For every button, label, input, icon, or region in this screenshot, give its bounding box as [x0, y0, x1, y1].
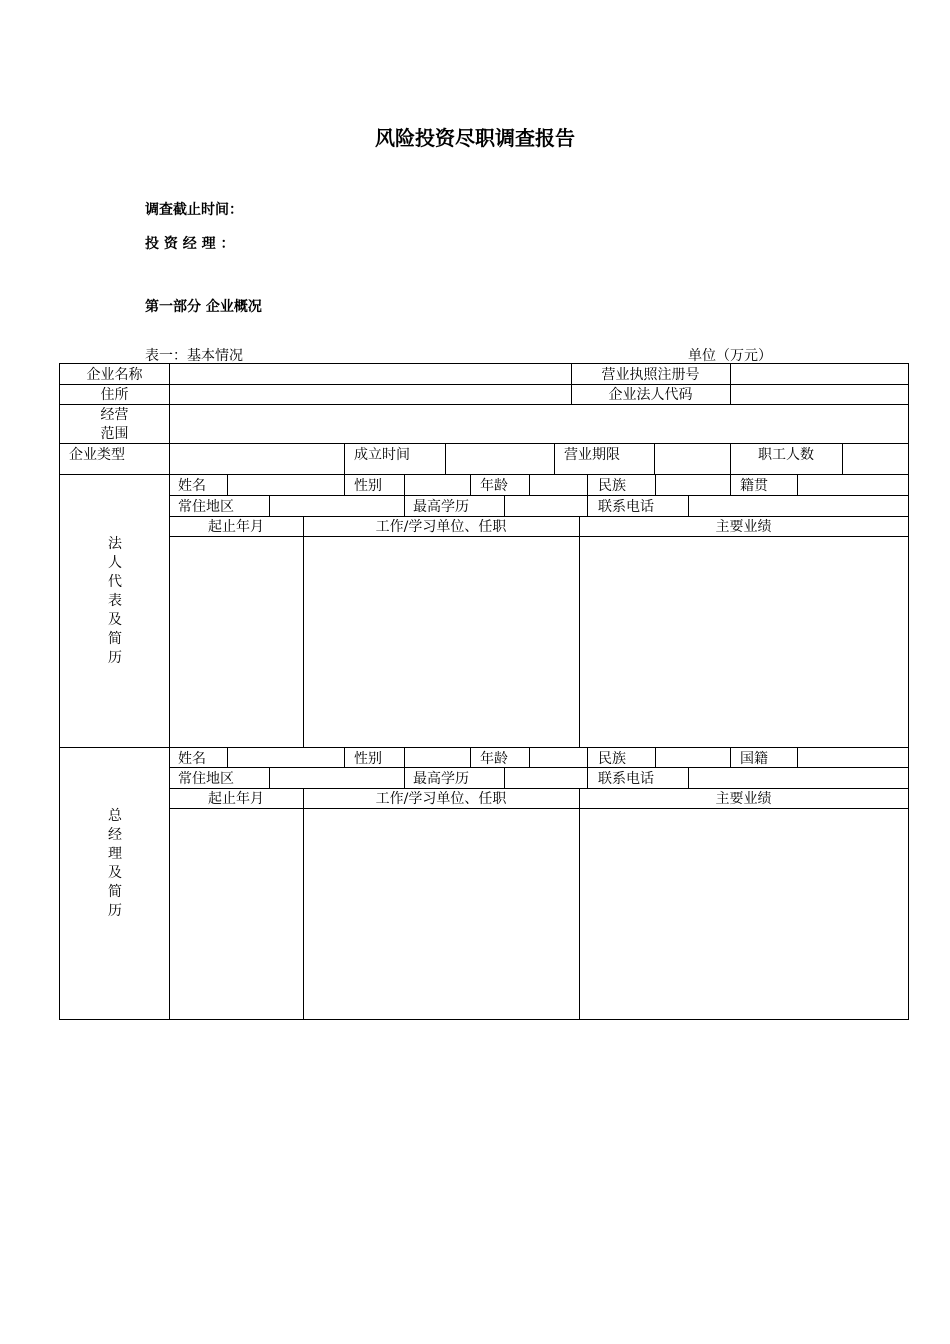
lr-label-work: 工作/学习单位、任职	[375, 519, 507, 535]
manager-label: 投 资 经 理 ：	[145, 236, 235, 252]
deadline-label: 调查截止时间：	[145, 202, 243, 218]
gm-label-ethnicity: 民族	[598, 751, 626, 767]
lr-label-name: 姓名	[178, 478, 206, 494]
lr-label-phone: 联系电话	[598, 499, 654, 515]
gm-label-period: 起止年月	[208, 791, 264, 807]
lr-label-residence: 常住地区	[178, 499, 234, 515]
unit-label: 单位（万元）	[688, 348, 772, 364]
gm-section-label: 总经理及简历	[108, 808, 122, 919]
gm-label-education: 最高学历	[413, 771, 469, 787]
lr-label-gender: 性别	[354, 478, 382, 494]
gm-label-residence: 常住地区	[178, 771, 234, 787]
lr-label-age: 年龄	[480, 478, 508, 494]
lr-label-education: 最高学历	[413, 499, 469, 515]
gm-label-age: 年龄	[480, 751, 508, 767]
page-title: 风险投资尽职调查报告	[375, 126, 575, 150]
label-company-type: 企业类型	[69, 447, 125, 463]
gm-label-gender: 性别	[354, 751, 382, 767]
gm-label-name: 姓名	[178, 751, 206, 767]
label-company-name: 企业名称	[86, 367, 143, 383]
legal-rep-section-label: 法人代表及简历	[108, 536, 122, 666]
label-founded: 成立时间	[354, 447, 410, 463]
lr-label-period: 起止年月	[208, 519, 264, 535]
gm-label-phone: 联系电话	[598, 771, 654, 787]
section-heading: 第一部分 企业概况	[145, 299, 262, 315]
label-license-no: 营业执照注册号	[601, 367, 700, 383]
label-scope-line2: 范围	[100, 426, 129, 442]
label-scope-line1: 经营	[100, 407, 129, 423]
lr-label-ethnicity: 民族	[598, 478, 626, 494]
label-staff: 职工人数	[758, 447, 814, 463]
label-legal-code: 企业法人代码	[608, 387, 693, 403]
basic-info-table	[59, 363, 909, 1020]
lr-label-achievements: 主要业绩	[715, 519, 772, 535]
label-address: 住所	[100, 387, 129, 403]
gm-label-work: 工作/学习单位、任职	[375, 791, 507, 807]
label-term: 营业期限	[564, 447, 620, 463]
gm-label-nationality: 国籍	[740, 751, 768, 767]
gm-label-achievements: 主要业绩	[715, 791, 772, 807]
lr-label-origin: 籍贯	[740, 478, 768, 494]
table-caption: 表一：基本情况	[145, 348, 243, 364]
